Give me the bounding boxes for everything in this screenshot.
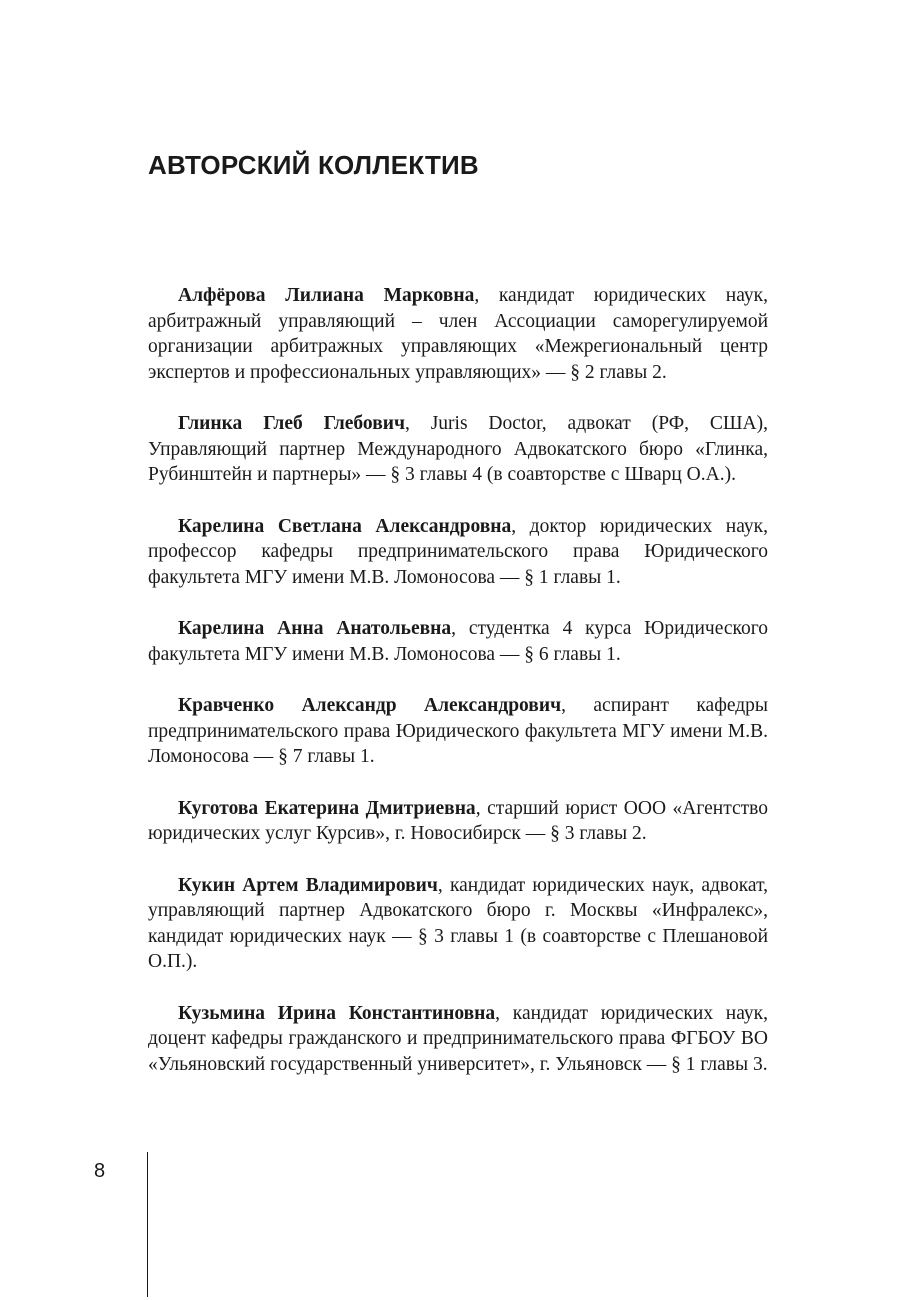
author-name: Карелина Светлана Александровна — [178, 515, 512, 537]
page-title: АВТОРСКИЙ КОЛЛЕКТИВ — [148, 150, 479, 180]
author-description: , аспирант кафедры предпринимательского права Юридического факультета МГУ имени М.В. Ломоносова — § 7 главы 1. — [148, 695, 769, 767]
author-name: Кравченко Александр Александрович — [178, 695, 562, 716]
author-entry — [148, 514, 768, 591]
author-name: Кукин Артем Владимирович — [178, 874, 438, 896]
author-entry — [148, 411, 768, 488]
author-list — [148, 283, 768, 1103]
author-name: Алфёрова Лилиана Марковна — [178, 285, 475, 306]
author-name: Глинка Глеб Глебович — [178, 413, 405, 434]
author-entry — [148, 873, 768, 975]
author-description: , кандидат юридических наук, доцент кафедры гражданского и предпринимательского права ФГБОУ ВО «Ульяновский государственный университет», г. Ульяновск — § 1 главы 3. — [148, 1002, 768, 1075]
page-number: 8 — [94, 1160, 106, 1182]
author-description: , доктор юридических наук, профессор кафедры предпринимательского права Юридического факультета МГУ имени М.В. Ломоносова — § 1 главы 1. — [148, 515, 768, 588]
author-name: Кузьмина Ирина Константиновна — [178, 1002, 496, 1024]
author-entry — [148, 616, 768, 667]
page-divider — [147, 1152, 148, 1297]
author-name: Куготова Екатерина Дмитриевна — [178, 797, 476, 819]
author-name: Карелина Анна Анатольевна — [178, 618, 452, 639]
author-description: , кандидат юридических наук, арбитражный управляющий – член Ассоциации саморегулируемой организации арбитражных управляющих «Межрегиональный центр экспертов и профессиональных управляющих» — § 2 главы 2. — [148, 285, 768, 383]
author-description: , Juris Doctor, адвокат (РФ, США), Управляющий партнер Международного Адвокатского бюро «Глинка, Рубинштейн и партнеры» — § 3 главы 4 (в соавторстве с Шварц О.А.). — [148, 413, 768, 485]
author-entry — [148, 1001, 768, 1078]
author-description: , студентка 4 курса Юридического факультета МГУ имени М.В. Ломоносова — § 6 главы 1. — [148, 618, 768, 665]
author-entry — [148, 796, 768, 847]
author-description: , старший юрист ООО «Агентство юридических услуг Курсив», г. Новосибирск — § 3 главы 2. — [148, 797, 768, 844]
author-description: , кандидат юридических наук, адвокат, управляющий партнер Адвокатского бюро г. Москвы «Инфралекс», кандидат юридических наук — § 3 главы 1 (в соавторстве с Плешановой О.П.). — [148, 874, 769, 972]
author-entry — [148, 693, 768, 770]
author-entry — [148, 283, 768, 385]
